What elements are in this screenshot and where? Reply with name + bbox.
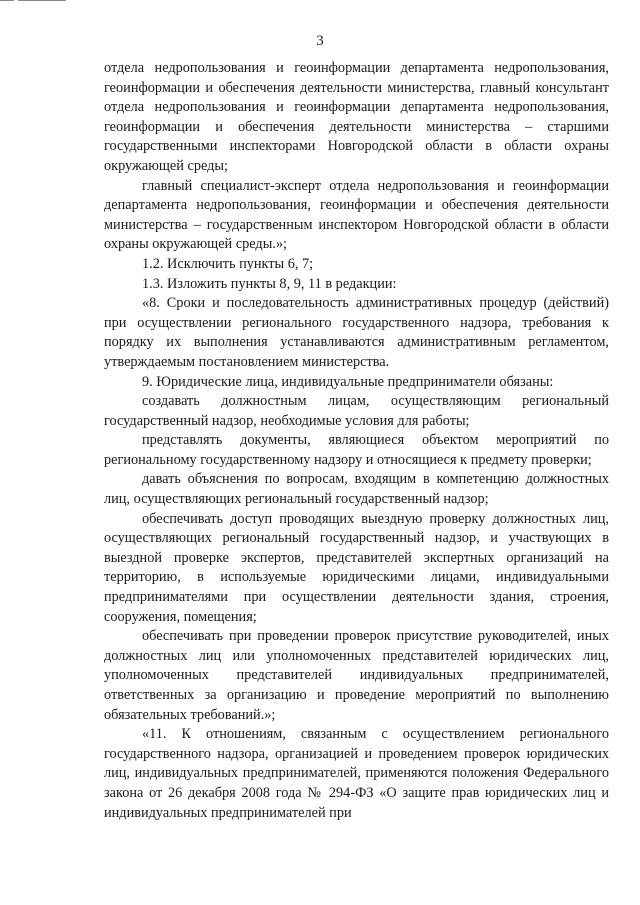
paragraph: 1.2. Исключить пункты 6, 7; — [142, 255, 314, 272]
document-body — [104, 59, 609, 823]
paragraph: давать объяснения по вопросам, входящим в компетенцию должностных лиц, осуществляющих региональный государственный надзор; — [104, 471, 609, 508]
paragraph: обеспечивать при проведении проверок присутствие руководителей, иных должностных лиц или уполномоченных представителей юридических лиц, уполномоченных представителей индивидуальных предпринимателей, ответственных за организацию и проведение мероприятий по выполнению обязательных требований.»; — [104, 628, 609, 723]
paragraph: главный специалист-эксперт отдела недропользования и геоинформации департамента недропользования, геоинформации и обеспечения деятельности министерства – государственным инспектором Новгородской области в области охраны окружающей среды.»; — [104, 177, 609, 253]
paragraph: 9. Юридические лица, индивидуальные предприниматели обязаны: — [142, 373, 554, 390]
paragraph: отдела недропользования и геоинформации департамента недропользования, геоинформации и обеспечения деятельности министерства, главный консультант отдела недропользования и геоинформации департамента недропользования, геоинформации и обеспечения деятельности министерства – старшими государственными инспекторами Новгородской области в области охраны окружающей среды; — [104, 60, 609, 174]
paragraph: 1.3. Изложить пункты 8, 9, 11 в редакции: — [142, 275, 397, 292]
paragraph: «11. К отношениям, связанным с осуществлением регионального государственного надзора, организацией и проведением проверок юридических лиц, индивидуальных предпринимателей, применяются положения Федерального закона от 26 декабря 2008 года № 294-ФЗ «О защите прав юридических лиц и индивидуальных предпринимателей при — [104, 726, 609, 821]
paragraph: обеспечивать доступ проводящих выездную проверку должностных лиц, осуществляющих региональный государственный надзор, и участвующих в выездной проверке экспертов, представителей экспертных организаций на территорию, в используемые юридическими лицами, индивидуальными предпринимателями при осуществлении деятельности здания, строения, сооружения, помещения; — [104, 510, 609, 625]
paragraph: создавать должностным лицам, осуществляющим региональный государственный надзор, необходимые условия для работы; — [104, 393, 609, 429]
page-number: 3 — [316, 33, 324, 49]
scan-corner-mark — [0, 0, 68, 4]
paragraph: «8. Сроки и последовательность административных процедур (действий) при осуществлении регионального государственного надзора, требования к порядку их выполнения устанавливаются административным регламентом, утверждаемым постановлением министерства. — [104, 295, 609, 370]
paragraph: представлять документы, являющиеся объектом мероприятий по региональному государственному надзору и относящиеся к предмету проверки; — [104, 432, 609, 468]
